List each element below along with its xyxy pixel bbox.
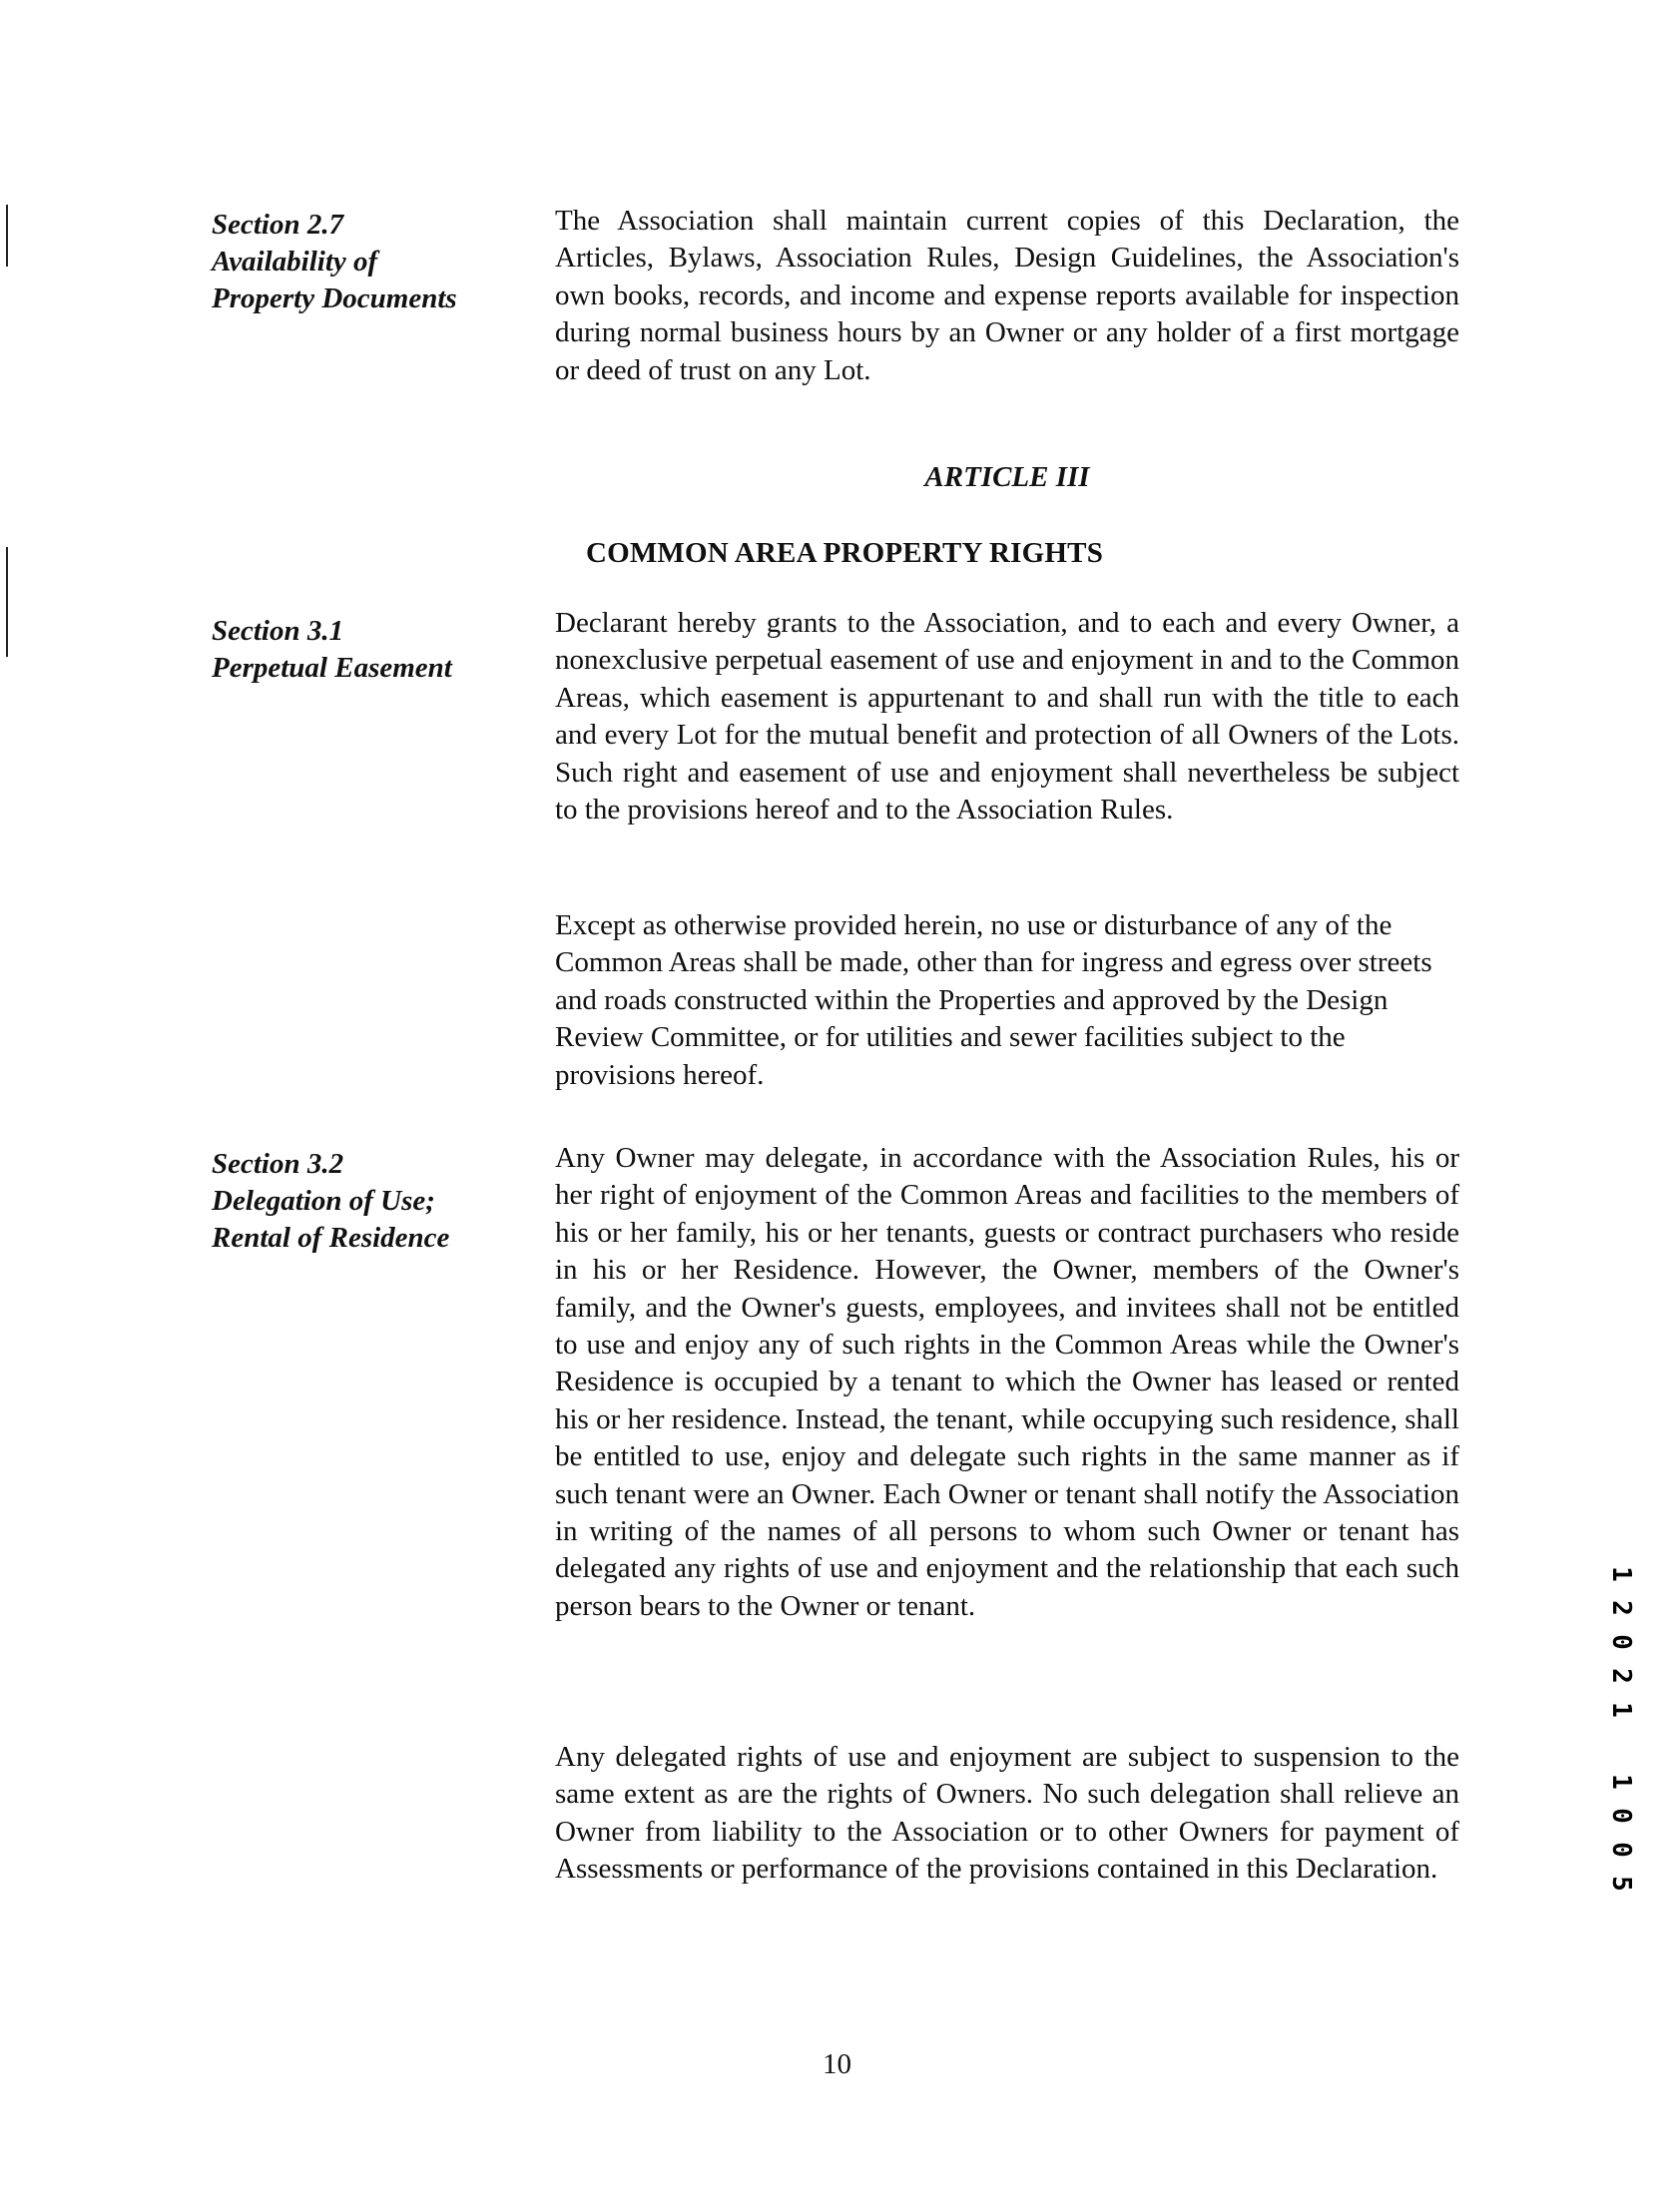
stamp-digit: 1 bbox=[1606, 1702, 1636, 1718]
section-label-line: Section 3.2 bbox=[212, 1148, 344, 1180]
section-label-line: Rental of Residence bbox=[212, 1222, 450, 1254]
stamp-digit: 1 bbox=[1606, 1566, 1636, 1582]
section-2-7-paragraph: The Association shall maintain current copies of this Declaration, the Articles, Bylaws, Association Rules, Design Guidelines, the Association's own books, records, and income and expense reports available for inspection during normal business hours by an Owner or any holder of a first mortgage or deed of trust on any Lot. bbox=[555, 205, 1459, 386]
article-heading: COMMON AREA PROPERTY RIGHTS bbox=[585, 537, 1104, 569]
section-3-1-paragraph-1: Declarant hereby grants to the Association, and to each and every Owner, a nonexclusive perpetual easement of use and enjoyment in and to the Common Areas, which easement is appurtenant to and shall run with the title to each and every Lot for the mutual benefit and protection of all Owners of the Lots. Such right and easement of use and enjoyment shall nevertheless be subject to the provisions hereof and to the Association Rules. bbox=[555, 607, 1460, 827]
stamp-digit: 5 bbox=[1606, 1876, 1636, 1892]
section-3-2-paragraph-1: Any Owner may delegate, in accordance with the Association Rules, his or her right of enjoyment of the Common Areas and facilities to the members of his or her family, his or her tenants, guests or contract purchasers who reside in his or her Residence. However, the Owner, members of the Owner's family, and the Owner's guests, employees, and invitees shall not be entitled to use and enjoy any of such rights in the Common Areas while the Owner's Residence is occupied by a tenant to which the Owner has leased or rented his or her residence. Instead, the tenant, while occupying such residence, shall be entitled to use, enjoy and delegate such rights in the same manner as if such tenant were an Owner. Each Owner or tenant shall notify the Association in writing of the names of all persons to whom such Owner or tenant has delegated any rights of use and enjoyment and the relationship that each such person bears to the Owner or tenant. bbox=[555, 1142, 1459, 1622]
section-label-line: Section 2.7 bbox=[212, 209, 344, 241]
stamp-digit: 0 bbox=[1606, 1634, 1636, 1650]
section-3-1-paragraph-2: Except as otherwise provided herein, no use or disturbance of any of the Common Areas shall be made, other than for ingress and egress over streets and roads constructed within the Properties and approved by the Design Review Committee, or for utilities and sewer facilities subject to the provisions hereof. bbox=[555, 909, 1432, 1091]
article-title: ARTICLE III bbox=[924, 461, 1090, 493]
section-3-2-label bbox=[212, 1146, 449, 1257]
section-3-2-paragraph-2: Any delegated rights of use and enjoyment are subject to suspension to the same extent as are the rights of Owners. No such delegation shall relieve an Owner from liability to the Association or to other Owners for payment of Assessments or performance of the provisions contained in this Declaration. bbox=[555, 1741, 1459, 1886]
margin-change-bar bbox=[6, 547, 8, 657]
stamp-digit: 2 bbox=[1606, 1600, 1636, 1616]
page-number: 10 bbox=[823, 2048, 851, 2080]
section-label-line: Delegation of Use; bbox=[212, 1185, 435, 1217]
section-label-line: Availability of bbox=[212, 246, 378, 277]
recording-stamp bbox=[1601, 1557, 1641, 1901]
stamp-digit: 0 bbox=[1606, 1808, 1636, 1824]
stamp-digit: 0 bbox=[1606, 1842, 1636, 1858]
stamp-digit: 2 bbox=[1606, 1668, 1636, 1684]
section-label-line: Property Documents bbox=[212, 282, 457, 314]
section-2-7-label bbox=[212, 207, 457, 317]
section-label-line: Perpetual Easement bbox=[212, 652, 452, 684]
stamp-digit: 1 bbox=[1606, 1774, 1636, 1790]
section-3-1-label bbox=[212, 613, 452, 687]
margin-change-bar bbox=[6, 205, 8, 267]
section-label-line: Section 3.1 bbox=[212, 615, 344, 647]
